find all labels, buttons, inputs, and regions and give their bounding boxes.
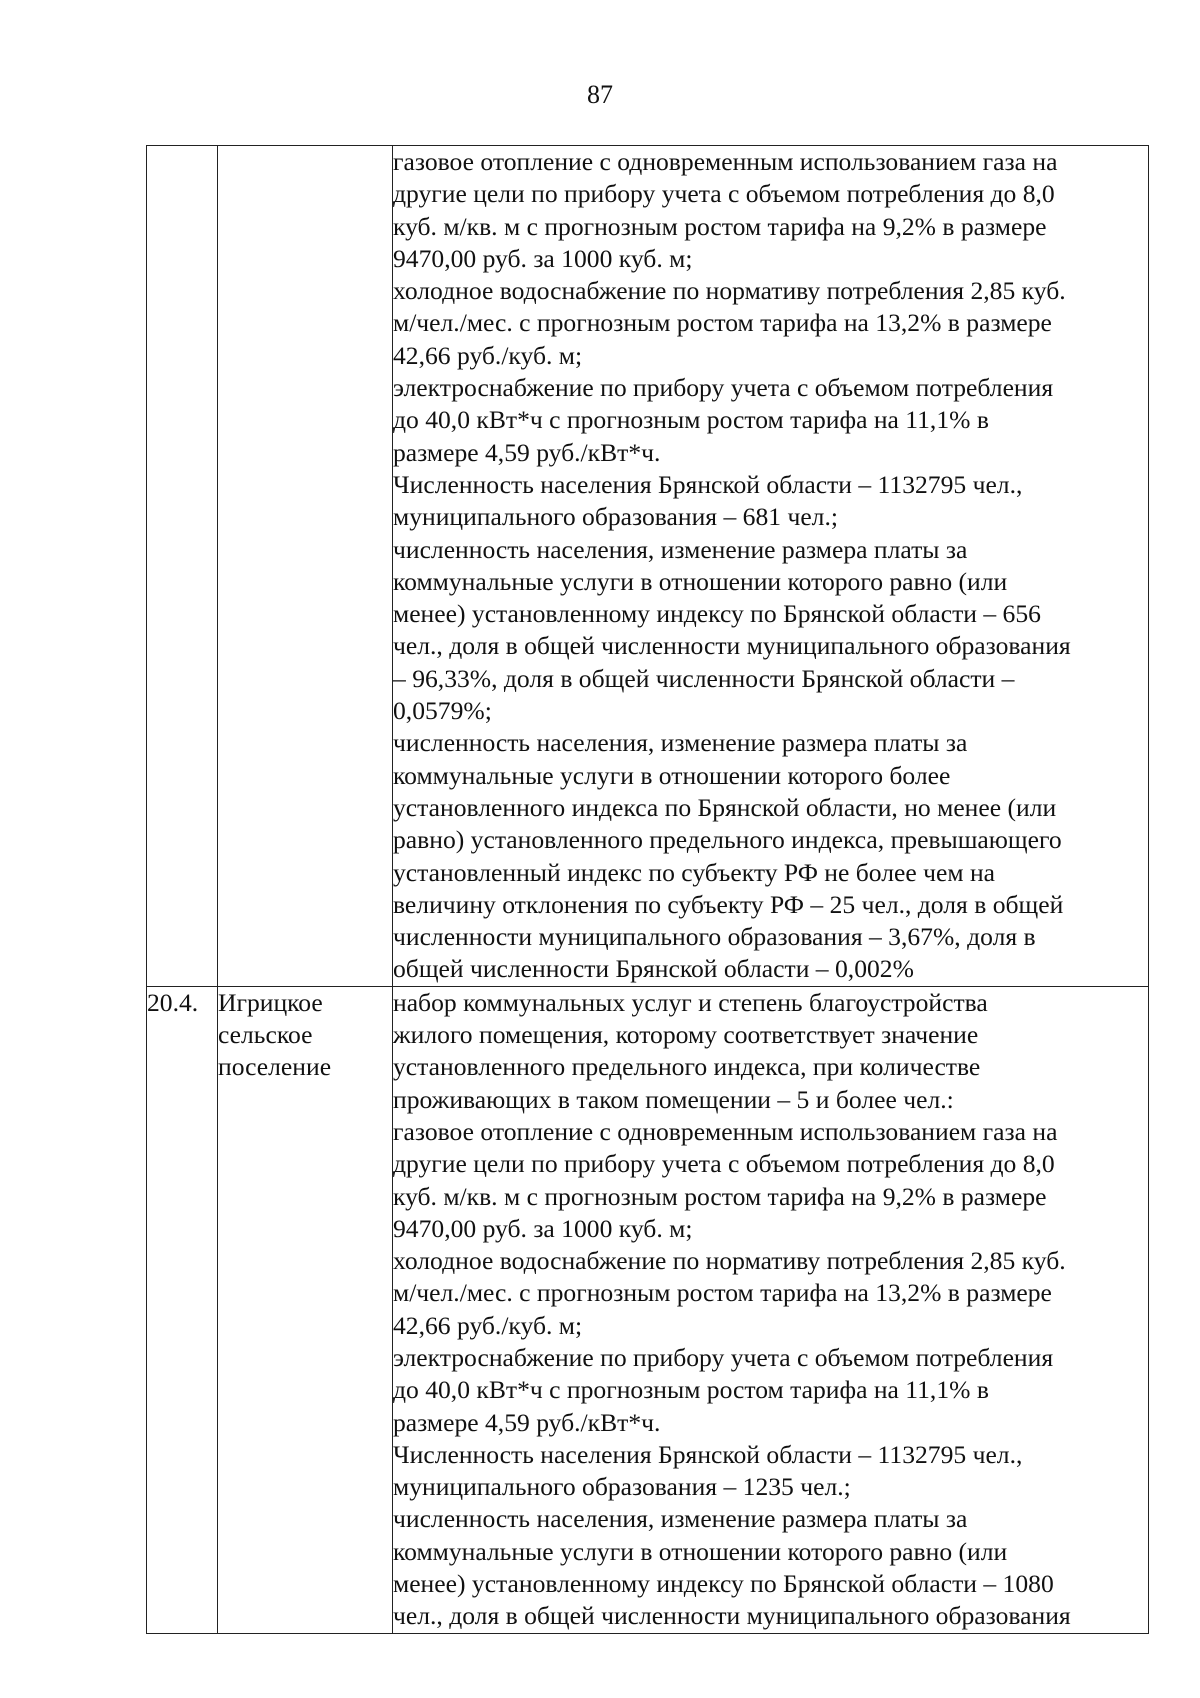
- settlement-name-line: сельское: [218, 1020, 313, 1050]
- document-table: [146, 145, 1149, 1634]
- description-line: равно) установленного предельного индекса, превышающего: [393, 825, 1062, 855]
- description-line: газовое отопление с одновременным использованием газа на: [393, 1116, 1058, 1146]
- description-line: менее) установленному индексу по Брянской области – 656: [393, 599, 1041, 629]
- description-line: до 40,0 кВт*ч с прогнозным ростом тарифа на 11,1% в: [393, 1375, 989, 1405]
- description-line: м/чел./мес. с прогнозным ростом тарифа на 13,2% в размере: [393, 1278, 1052, 1308]
- row-number-cell: [147, 986, 218, 1633]
- description-line: – 96,33%, доля в общей численности Брянской области –: [393, 663, 1015, 693]
- description-line: муниципального образования – 681 чел.;: [393, 502, 838, 532]
- description-line: установленного индекса по Брянской области, но менее (или: [393, 792, 1057, 822]
- description-cell: [393, 986, 1149, 1633]
- description-line: набор коммунальных услуг и степень благоустройства: [393, 987, 988, 1017]
- description-line: электроснабжение по прибору учета с объемом потребления: [393, 373, 1054, 403]
- description-line: численность населения, изменение размера платы за: [393, 728, 968, 758]
- description-line: м/чел./мес. с прогнозным ростом тарифа на 13,2% в размере: [393, 308, 1052, 338]
- settlement-name-cell: [218, 146, 393, 987]
- description-line: проживающих в таком помещении – 5 и более чел.:: [393, 1084, 954, 1114]
- description-line: величину отклонения по субъекту РФ – 25 чел., доля в общей: [393, 889, 1064, 919]
- table-row: [147, 986, 1149, 1633]
- description-line: общей численности Брянской области – 0,002%: [393, 954, 914, 984]
- description-line: установленный индекс по субъекту РФ не более чем на: [393, 857, 996, 887]
- description-line: куб. м/кв. м с прогнозным ростом тарифа на 9,2% в размере: [393, 211, 1047, 241]
- description-line: Численность населения Брянской области – 1132795 чел.,: [393, 469, 1023, 499]
- description-line: другие цели по прибору учета с объемом потребления до 8,0: [393, 1149, 1055, 1179]
- description-line: численность населения, изменение размера платы за: [393, 1504, 968, 1534]
- description-line: 42,66 руб./куб. м;: [393, 340, 583, 370]
- description-line: 9470,00 руб. за 1000 куб. м;: [393, 1213, 693, 1243]
- description-line: менее) установленному индексу по Брянской области – 1080: [393, 1569, 1054, 1599]
- description-cell: [393, 146, 1149, 987]
- description-line: численности муниципального образования – 3,67%, доля в: [393, 922, 1036, 952]
- description-line: 0,0579%;: [393, 696, 492, 726]
- description-line: коммунальные услуги в отношении которого равно (или: [393, 1536, 1008, 1566]
- description-line: жилого помещения, которому соответствует значение: [393, 1020, 979, 1050]
- description-line: размере 4,59 руб./кВт*ч.: [393, 1407, 661, 1437]
- description-line: Численность населения Брянской области – 1132795 чел.,: [393, 1439, 1023, 1469]
- row-number: 20.4.: [147, 987, 199, 1017]
- description-line: установленного предельного индекса, при количестве: [393, 1052, 981, 1082]
- row-number-cell: [147, 146, 218, 987]
- description-line: чел., доля в общей численности муниципального образования: [393, 631, 1071, 661]
- table-row: [147, 146, 1149, 987]
- description-line: муниципального образования – 1235 чел.;: [393, 1472, 851, 1502]
- settlement-name-line: поселение: [218, 1052, 332, 1082]
- description-line: газовое отопление с одновременным использованием газа на: [393, 147, 1058, 176]
- description-line: холодное водоснабжение по нормативу потребления 2,85 куб.: [393, 1246, 1066, 1276]
- settlement-name-cell: [218, 986, 393, 1633]
- description-line: численность населения, изменение размера платы за: [393, 534, 968, 564]
- description-line: другие цели по прибору учета с объемом потребления до 8,0: [393, 179, 1055, 209]
- description-line: 42,66 руб./куб. м;: [393, 1310, 583, 1340]
- settlement-name-line: Игрицкое: [218, 987, 323, 1017]
- description-line: коммунальные услуги в отношении которого более: [393, 760, 951, 790]
- description-line: чел., доля в общей численности муниципального образования: [393, 1601, 1071, 1631]
- description-line: холодное водоснабжение по нормативу потребления 2,85 куб.: [393, 276, 1066, 306]
- description-line: электроснабжение по прибору учета с объемом потребления: [393, 1342, 1054, 1372]
- description-line: до 40,0 кВт*ч с прогнозным ростом тарифа на 11,1% в: [393, 405, 989, 435]
- page-number: 87: [587, 80, 613, 109]
- description-line: размере 4,59 руб./кВт*ч.: [393, 437, 661, 467]
- description-line: 9470,00 руб. за 1000 куб. м;: [393, 243, 693, 273]
- description-line: куб. м/кв. м с прогнозным ростом тарифа на 9,2% в размере: [393, 1181, 1047, 1211]
- description-line: коммунальные услуги в отношении которого равно (или: [393, 566, 1008, 596]
